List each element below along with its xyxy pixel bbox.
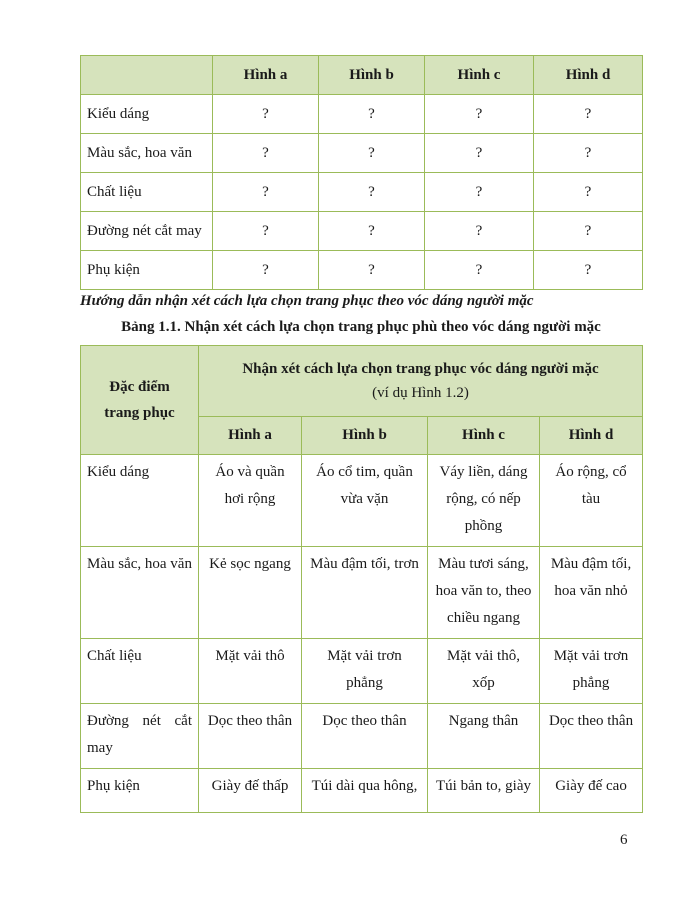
table-cell: Màu đậm tối, trơn — [302, 547, 428, 639]
table-cell: ? — [534, 173, 643, 212]
row-label — [81, 704, 199, 769]
table-cell: Áo rộng, cổ tàu — [540, 455, 643, 547]
table-cell: Kẻ sọc ngang — [199, 547, 302, 639]
table-row — [81, 251, 643, 290]
table-cell: Dọc theo thân — [199, 704, 302, 769]
table-cell: Ngang thân — [428, 704, 540, 769]
table-cell: ? — [534, 251, 643, 290]
corner-line: Đặc điểm — [109, 379, 170, 395]
header-cell: Hình b — [319, 56, 425, 95]
table-row — [81, 173, 643, 212]
corner-header — [81, 346, 199, 455]
row-label: Phụ kiện — [81, 769, 199, 813]
page-number: 6 — [620, 832, 628, 848]
table-row — [81, 455, 643, 547]
group-header — [199, 346, 643, 417]
table-header-row — [81, 56, 643, 95]
header-cell: Hình c — [425, 56, 534, 95]
group-subtitle: (ví dụ Hình 1.2) — [372, 385, 469, 401]
row-label: Kiểu dáng — [81, 95, 213, 134]
table-cell: Váy liền, dáng rộng, có nếp phồng — [428, 455, 540, 547]
table-cell: Mặt vải thô — [199, 639, 302, 704]
table-cell: Mặt vải thô, xốp — [428, 639, 540, 704]
table-cell: ? — [319, 173, 425, 212]
table-caption: Bảng 1.1. Nhận xét cách lựa chọn trang phục phù theo vóc dáng người mặc — [121, 319, 601, 335]
header-cell: Hình d — [534, 56, 643, 95]
table-cell: ? — [213, 212, 319, 251]
table-cell: Màu tươi sáng, hoa văn to, theo chiều ngang — [428, 547, 540, 639]
group-title: Nhận xét cách lựa chọn trang phục vóc dáng người mặc — [242, 361, 599, 377]
row-label: Đường nét cắt may — [81, 212, 213, 251]
table-cell: ? — [425, 173, 534, 212]
section-heading: Hướng dẫn nhận xét cách lựa chọn trang phục theo vóc dáng người mặc — [80, 293, 534, 309]
table-cell: ? — [319, 251, 425, 290]
table-cell: ? — [534, 95, 643, 134]
table-cell: Mặt vải trơn phẳng — [302, 639, 428, 704]
table-cell: ? — [213, 95, 319, 134]
table-cell: Túi dài qua hông, — [302, 769, 428, 813]
table-cell: Dọc theo thân — [302, 704, 428, 769]
question-table — [80, 55, 643, 290]
header-cell: Hình c — [428, 417, 540, 455]
answer-table — [80, 345, 643, 813]
table-cell: ? — [534, 212, 643, 251]
table-row — [81, 639, 643, 704]
row-label: Phụ kiện — [81, 251, 213, 290]
table-cell: ? — [319, 95, 425, 134]
table-row — [81, 134, 643, 173]
table-cell: Mặt vải trơn phẳng — [540, 639, 643, 704]
table-cell: Màu đậm tối, hoa văn nhỏ — [540, 547, 643, 639]
table-cell: ? — [425, 134, 534, 173]
table-cell: ? — [319, 134, 425, 173]
table-cell: ? — [425, 251, 534, 290]
table-header-row — [81, 346, 643, 417]
table-cell: Áo và quần hơi rộng — [199, 455, 302, 547]
row-label-line: may — [87, 740, 113, 756]
table-cell: Giày đế thấp — [199, 769, 302, 813]
table-cell: ? — [425, 95, 534, 134]
table-cell: ? — [213, 173, 319, 212]
table-row — [81, 547, 643, 639]
row-label: Kiểu dáng — [81, 455, 199, 547]
table-row — [81, 704, 643, 769]
table-cell: Áo cổ tim, quần vừa vặn — [302, 455, 428, 547]
table-cell: ? — [425, 212, 534, 251]
row-label: Màu sắc, hoa văn — [81, 547, 199, 639]
table-cell: Giày đế cao — [540, 769, 643, 813]
header-cell: Hình a — [199, 417, 302, 455]
table-cell: Túi bản to, giày — [428, 769, 540, 813]
table-cell: ? — [213, 251, 319, 290]
table-cell: ? — [213, 134, 319, 173]
table-cell: Dọc theo thân — [540, 704, 643, 769]
row-label: Chất liệu — [81, 173, 213, 212]
row-label: Màu sắc, hoa văn — [81, 134, 213, 173]
row-label-line: Đường nét cắt — [87, 713, 192, 729]
header-cell — [81, 56, 213, 95]
header-cell: Hình b — [302, 417, 428, 455]
corner-line: trang phục — [104, 405, 175, 421]
table-row — [81, 769, 643, 813]
table-cell: ? — [319, 212, 425, 251]
header-cell: Hình a — [213, 56, 319, 95]
table-row — [81, 212, 643, 251]
table-row — [81, 95, 643, 134]
row-label: Chất liệu — [81, 639, 199, 704]
table-cell: ? — [534, 134, 643, 173]
header-cell: Hình d — [540, 417, 643, 455]
